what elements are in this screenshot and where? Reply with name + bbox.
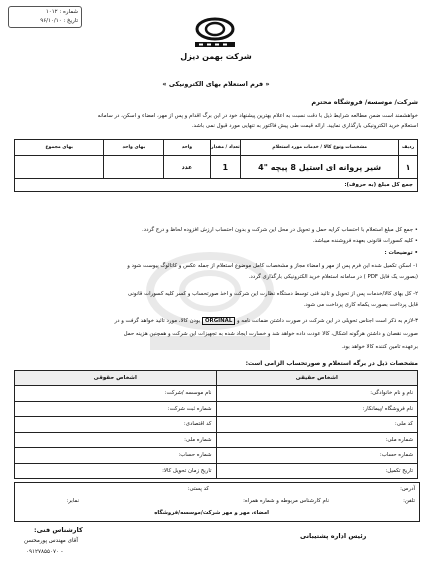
cell-total-price[interactable] [15, 156, 104, 179]
table-row [15, 156, 418, 179]
header-natural-persons: اشخاص حقیقی [216, 371, 418, 386]
natural-field-national-code[interactable]: کد ملی: [216, 417, 418, 433]
sum-row [15, 179, 418, 192]
header-unit: واحد [164, 140, 210, 156]
watermark-logo-icon [130, 236, 290, 366]
header-legal-persons: اشخاص حقوقی [15, 371, 217, 386]
seller-row [15, 448, 418, 464]
cell-row-number: ۱ [399, 156, 418, 179]
note-2-line-1: ۲- کل بهای کالا/خدمات پس از تحویل و تائید فنی توسط دستگاه نظارت این شرکت و اخذ صورتحساب و کسر کلیه کسورات قانونی [127, 291, 418, 297]
term-bullet-1: • جمع کل مبلغ استعلام با احتساب کرایه حمل و تحویل در محل این شرکت و بدون احتساب ارزش افزوده لحاظ و درج گردد. [141, 227, 418, 233]
original-label: ORGINAL [202, 317, 235, 325]
recipient-line: شرکت/ موسسه/ فروشگاه محترم [311, 98, 418, 106]
items-table [14, 139, 418, 192]
company-name: شرکت بهمن دیزل [180, 52, 252, 61]
header-unit-price: بهای واحد [104, 140, 164, 156]
intro-line-2: استعلام خرید الکترونیکی بارگذاری نمایید. ارائه قیمت طی پیش فاکتور به تنهایی مورد قبول نمی باشد. [191, 123, 418, 129]
note-1-line-2: (بصورت یک فایل PDF ) در سامانه استعلام خرید الکترونیکی بارگذاری گردد. [248, 274, 418, 280]
natural-field-store[interactable]: نام فروشگاه /پیمانکار: [216, 401, 418, 417]
note-1-line-1: ۱- اسکن تکمیل شده این فرم پس از مهر و امضاء مجاز و مشخصات کامل موضوع استعلام از جمله عکس و کاتالوگ پیوست شود و [127, 263, 418, 269]
postal-code-field[interactable]: کد پستی: [187, 486, 209, 492]
sum-label[interactable]: جمع کل مبلغ (به حروف): [15, 179, 418, 192]
meta-date-line: تاریخ : ۹۶/۱۰/۱۰ [40, 18, 78, 24]
seller-row [15, 432, 418, 448]
technical-expert-name: آقای مهندس پورمحسن [24, 538, 78, 544]
seller-row [15, 417, 418, 433]
seller-section-title: مشخصات ذیل در برگه استعلام و صورتحساب الزامی است: [245, 360, 418, 367]
seller-info-table [14, 370, 418, 479]
header-row-number: ردیف [399, 140, 418, 156]
seller-row [15, 463, 418, 479]
legal-field-account[interactable]: شماره حساب: [15, 448, 217, 464]
note-3-line-2: صورت نقصان و داشتن هرگونه اشکال، کالا عودت داده خواهد شد و خسارت ایجاد شده به تجهیزات این شرکت و همچنین هزینه حمل [123, 331, 418, 337]
header-total-price: بهای مجموع [15, 140, 104, 156]
phone-field[interactable]: تلفن: [403, 498, 415, 504]
seller-row [15, 386, 418, 402]
address-field[interactable]: آدرس: [400, 486, 415, 492]
note-2-line-2: قابل پرداخت بصورت یکماه کاری پرداخت می شود. [303, 302, 418, 308]
notes-title: • توضیحات : [384, 250, 418, 256]
note-3-line-1: ۳-لازم به ذکر است اجناس تحویلی در این شرکت در صورت داشتن ضمانت نامه و ORGINAL بودن کالا، مورد تائید خواهد گرفت و در [114, 318, 418, 324]
cell-quantity: 1 [210, 156, 241, 179]
technical-expert-phone: ۰۹۱۲۷۸۵۵۰۷۰ - [26, 549, 63, 555]
natural-field-national-number[interactable]: شماره ملی: [216, 432, 418, 448]
natural-field-completion-date[interactable]: تاریخ تکمیل: [216, 463, 418, 479]
stamp-signature-field[interactable]: امضاء، مهر و مهر شرکت/موسسه/فروشگاه [154, 510, 269, 516]
legal-field-delivery-date[interactable]: تاریخ زمان تحویل کالا: [15, 463, 217, 479]
header-description: مشخصات ونوع کالا / خدمات مورد استعلام [241, 140, 399, 156]
responsible-person-field[interactable]: نام کارشناس مربوطه و شماره همراه: [243, 498, 329, 504]
natural-field-name[interactable]: نام و نام خانوادگی: [216, 386, 418, 402]
seller-header-row [15, 371, 418, 386]
meta-box [8, 6, 82, 28]
legal-field-company[interactable]: نام موسسه /شرکت: [15, 386, 217, 402]
cell-unit-price[interactable] [104, 156, 164, 179]
cell-unit: عدد [164, 156, 210, 179]
legal-field-national-number[interactable]: شماره ملی: [15, 432, 217, 448]
form-title: « فرم استعلام بهای الکترونیکی » [162, 80, 270, 88]
contact-box [14, 482, 420, 522]
items-header-row [15, 140, 418, 156]
intro-line-1: خواهشمند است ضمن مطالعه شرایط ذیل با دقت نسبت به اعلام بهترین پیشنهاد خود در این برگ اقدام و پس از مهر، امضاء و اسکن، در سامانه [97, 113, 418, 119]
cell-description: شیر پروانه ای استیل 8 پیچه "4 [241, 156, 399, 179]
bahman-diesel-logo [189, 16, 241, 50]
legal-field-economic-code[interactable]: کد اقتصادی: [15, 417, 217, 433]
document-number: ۱۰۱۲ [45, 9, 58, 15]
note-3-line-3: برعهده تامین کننده کالا خواهد بود. [341, 344, 418, 350]
support-manager-title: رئیس اداره پشتیبانی [300, 532, 367, 540]
natural-field-account[interactable]: شماره حساب: [216, 448, 418, 464]
document-date: ۹۶/۱۰/۱۰ [40, 18, 62, 24]
seller-row [15, 401, 418, 417]
technical-expert-title: کارشناس فنی: [34, 526, 83, 534]
meta-number-line: شماره : ۱۰۱۲ [45, 9, 78, 15]
legal-field-registration[interactable]: شماره ثبت شرکت: [15, 401, 217, 417]
fax-field[interactable]: نمابر: [66, 498, 79, 504]
header-quantity: تعداد / مقدار [210, 140, 241, 156]
term-bullet-2: • کلیه کسورات قانونی بعهده فروشنده میباشد. [312, 238, 418, 244]
